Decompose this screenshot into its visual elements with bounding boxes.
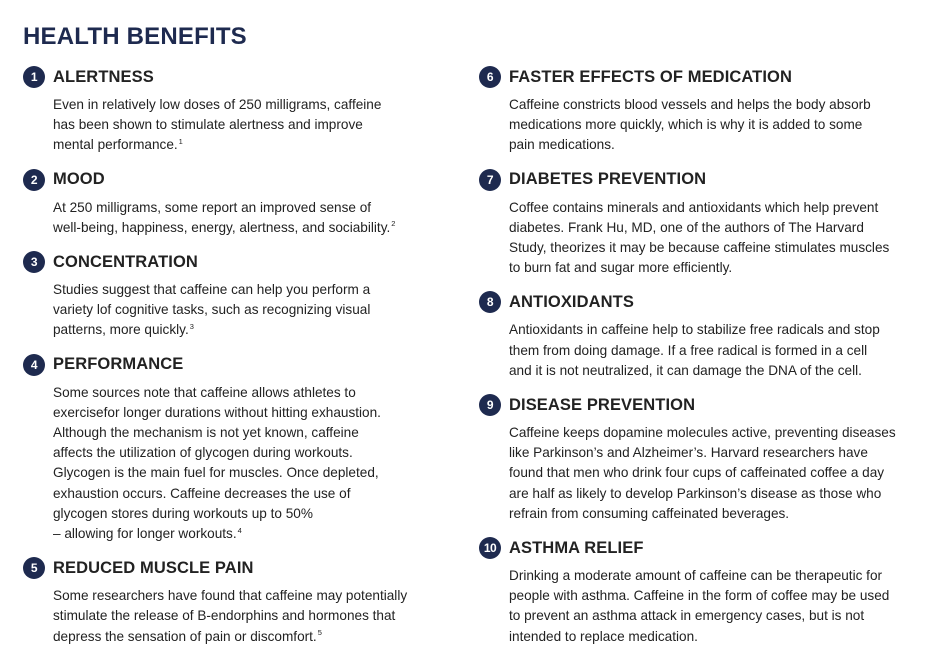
- benefit-item-8: [479, 290, 924, 381]
- description-line: Even in relatively low doses of 250 milligrams, caffeine: [53, 97, 382, 112]
- number-badge: 9: [479, 394, 501, 416]
- left-column: [23, 65, 443, 659]
- description-line: intended to replace medication.: [509, 628, 698, 644]
- description-line: them from doing damage. If a free radical is formed in a cell: [509, 342, 868, 358]
- description-line: to prevent an asthma attack in emergency cases, but is not: [509, 608, 865, 624]
- benefit-description: [53, 383, 443, 545]
- description-line: like Parkinson’s and Alzheimer’s. Harvard researchers have: [509, 445, 868, 461]
- benefit-header: [23, 65, 443, 89]
- benefit-header: [479, 65, 924, 89]
- description-line: affects the utilization of glycogen during workouts.: [53, 445, 353, 461]
- benefit-title: DISEASE PREVENTION: [509, 395, 696, 414]
- benefit-title: MOOD: [53, 170, 105, 189]
- description-line: stimulate the release of B-endorphins and hormones that: [53, 608, 396, 624]
- benefit-description: [509, 95, 924, 156]
- benefit-title: REDUCED MUSCLE PAIN: [53, 558, 254, 577]
- description-line: pain medications.: [509, 137, 615, 153]
- right-column: [479, 65, 924, 659]
- footnote-marker: 2: [391, 219, 396, 229]
- description-line: Study, theorizes it may be because caffeine stimulates muscles: [509, 240, 890, 256]
- description-line: Studies suggest that caffeine can help you perform a: [53, 282, 371, 298]
- description-line: well-being, happiness, energy, alertness, and sociability.: [53, 219, 391, 235]
- number-badge: 4: [23, 354, 45, 376]
- footnote-marker: 4: [237, 525, 242, 535]
- number-badge: 7: [479, 169, 501, 191]
- description-line: exercisefor longer durations without hitting exhaustion.: [53, 404, 381, 420]
- description-line: Coffee contains minerals and antioxidants which help prevent: [509, 199, 879, 215]
- description-line: patterns, more quickly.: [53, 322, 189, 338]
- description-line: variety lof cognitive tasks, such as recognizing visual: [53, 302, 371, 318]
- description-line: found that men who drink four cups of caffeinated coffee a day: [509, 465, 885, 481]
- description-line: At 250 milligrams, some report an improved sense of: [53, 199, 372, 215]
- description-line: exhaustion occurs. Caffeine decreases the use of: [53, 485, 351, 501]
- benefit-header: [23, 556, 443, 580]
- page-title: HEALTH BENEFITS: [23, 23, 247, 50]
- number-badge: 3: [23, 251, 45, 273]
- benefit-header: [23, 250, 443, 274]
- benefit-header: [23, 168, 443, 192]
- benefit-description: [509, 566, 924, 647]
- description-line: and it is not neutralized, it can damage the DNA of the cell.: [509, 362, 862, 378]
- benefit-item-1: [23, 65, 443, 156]
- description-line: Some researchers have found that caffeine may potentially: [53, 588, 408, 604]
- benefit-description: [53, 198, 443, 238]
- benefit-header: [479, 536, 924, 560]
- description-line: diabetes. Frank Hu, MD, one of the authors of The Harvard: [509, 219, 864, 235]
- benefit-title: PERFORMANCE: [53, 355, 184, 374]
- benefit-description: [53, 95, 443, 156]
- benefit-title: CONCENTRATION: [53, 252, 198, 271]
- benefit-item-9: [479, 393, 924, 524]
- description-line: Drinking a moderate amount of caffeine can be therapeutic for: [509, 568, 883, 584]
- footnote-marker: 3: [189, 321, 194, 331]
- benefit-item-2: [23, 168, 443, 238]
- benefit-description: [53, 280, 443, 341]
- benefit-item-6: [479, 65, 924, 156]
- number-badge: 8: [479, 291, 501, 313]
- description-line: Glycogen is the main fuel for muscles. Once depleted,: [53, 465, 379, 481]
- description-line: has been shown to stimulate alertness and improve: [53, 117, 363, 133]
- number-badge: 10: [479, 537, 501, 559]
- description-line: Antioxidants in caffeine help to stabilize free radicals and stop: [509, 322, 880, 338]
- description-line: Some sources note that caffeine allows athletes to: [53, 384, 356, 400]
- benefit-title: ASTHMA RELIEF: [509, 538, 644, 557]
- benefit-title: ALERTNESS: [53, 67, 154, 86]
- description-line: refrain from consuming caffeinated beverages.: [509, 505, 790, 521]
- benefit-header: [479, 393, 924, 417]
- description-line: are half as likely to develop Parkinson’s disease as those who: [509, 485, 882, 501]
- description-line: mental performance.: [53, 137, 178, 153]
- number-badge: 2: [23, 169, 45, 191]
- description-line: – allowing for longer workouts.: [53, 526, 237, 542]
- benefit-title: DIABETES PREVENTION: [509, 170, 707, 189]
- footnote-marker: 1: [178, 136, 183, 146]
- benefit-description: [509, 423, 924, 524]
- number-badge: 6: [479, 66, 501, 88]
- number-badge: 5: [23, 557, 45, 579]
- number-badge: 1: [23, 66, 45, 88]
- footnote-marker: 5: [317, 628, 322, 638]
- description-line: to burn fat and sugar more efficiently.: [509, 260, 733, 276]
- benefit-description: [509, 198, 924, 279]
- description-line: medications more quickly, which is why it is added to some: [509, 117, 863, 133]
- benefit-title: ANTIOXIDANTS: [509, 292, 634, 311]
- description-line: depress the sensation of pain or discomfort.: [53, 628, 317, 644]
- benefit-item-10: [479, 536, 924, 647]
- benefit-item-5: [23, 556, 443, 647]
- benefit-description: [509, 320, 924, 381]
- description-line: glycogen stores during workouts up to 50%: [53, 505, 313, 521]
- benefit-header: [23, 353, 443, 377]
- description-line: Caffeine keeps dopamine molecules active, preventing diseases: [509, 425, 896, 441]
- benefit-item-4: [23, 353, 443, 545]
- description-line: people with asthma. Caffeine in the form of coffee may be used: [509, 588, 890, 604]
- benefit-item-7: [479, 168, 924, 279]
- benefit-title: FASTER EFFECTS OF MEDICATION: [509, 67, 792, 86]
- benefit-item-3: [23, 250, 443, 341]
- description-line: Caffeine constricts blood vessels and helps the body absorb: [509, 97, 871, 112]
- benefit-header: [479, 290, 924, 314]
- benefit-description: [53, 586, 443, 647]
- benefit-header: [479, 168, 924, 192]
- description-line: Although the mechanism is not yet known, caffeine: [53, 425, 359, 441]
